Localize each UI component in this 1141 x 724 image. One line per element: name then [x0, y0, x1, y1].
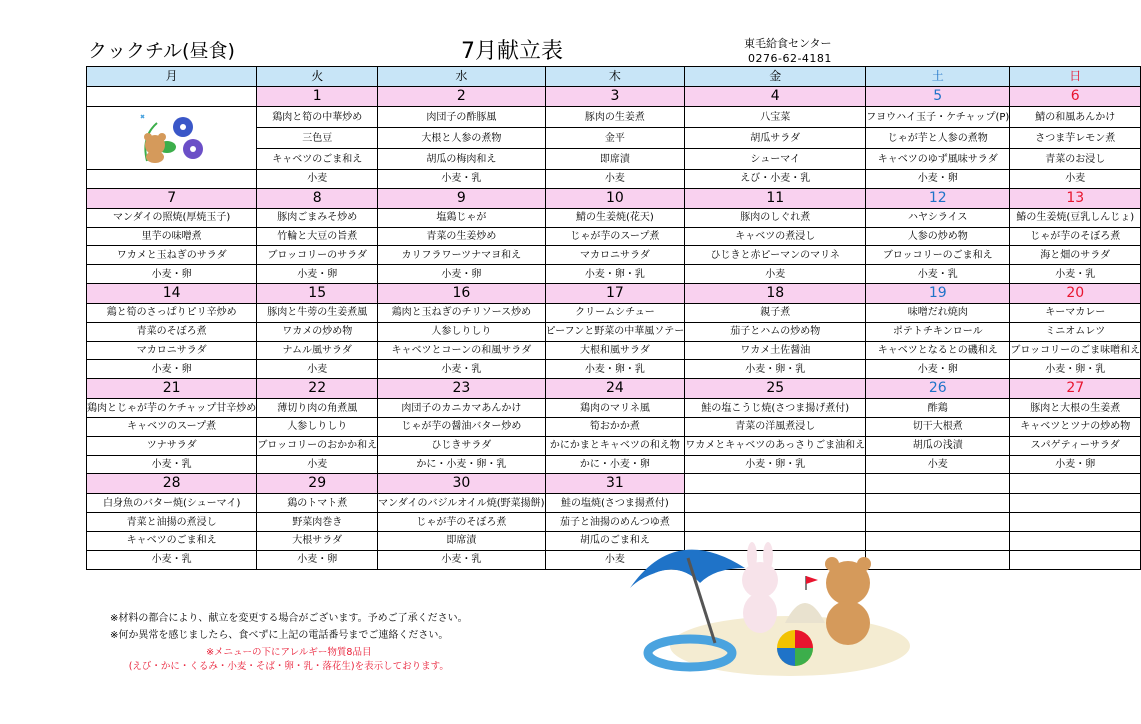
date-cell: 1	[257, 87, 378, 107]
menu-cell: フヨウハイ玉子・ケチャップ(P)	[866, 107, 1010, 128]
menu-cell: 味噌だれ焼肉	[866, 303, 1010, 322]
menu-cell: 筍おかか煮	[545, 417, 685, 436]
menu-row	[87, 341, 1141, 360]
date-cell: 17	[545, 283, 685, 303]
menu-cell: 鶏と筍のさっぱりピリ辛炒め	[87, 303, 257, 322]
menu-cell: じゃが芋のそぼろ煮	[378, 513, 545, 532]
date-cell: 28	[87, 474, 257, 494]
date-row	[87, 474, 1141, 494]
date-row	[87, 283, 1141, 303]
menu-cell: キャベツの煮浸し	[685, 227, 866, 246]
menu-cell: じゃが芋の醤油バター炒め	[378, 417, 545, 436]
menu-cell: マンダイの照焼(厚焼玉子)	[87, 208, 257, 227]
sandcastle	[785, 603, 825, 623]
menu-cell: 鰆の生姜焼(豆乳しんじょ)	[1010, 208, 1141, 227]
menu-cell: 胡瓜の梅肉和え	[378, 149, 545, 170]
menu-cell: カリフラワーツナマヨ和え	[378, 246, 545, 265]
date-cell: 24	[545, 379, 685, 399]
menu-row	[87, 227, 1141, 246]
allergen-cell: 小麦・乳	[378, 550, 545, 569]
date-cell: 26	[866, 379, 1010, 399]
note-contact: ※何か異常を感じましたら、食べずに上記の電話番号までご連絡ください。	[110, 630, 449, 641]
page-title: 7月献立表	[461, 39, 563, 64]
menu-cell: ハヤシライス	[866, 208, 1010, 227]
date-cell	[87, 87, 257, 107]
date-cell: 11	[685, 188, 866, 208]
date-cell	[685, 474, 866, 494]
menu-cell: 里芋の味噌煮	[87, 227, 257, 246]
allergen-cell: 小麦・乳	[378, 170, 545, 189]
menu-cell: キャベツのスープ煮	[87, 417, 257, 436]
menu-cell: 塩鶏じゃが	[378, 208, 545, 227]
allergen-row	[87, 360, 1141, 379]
date-cell: 15	[257, 283, 378, 303]
menu-cell: 鶏肉と筍の中華炒め	[257, 107, 378, 128]
date-cell: 22	[257, 379, 378, 399]
menu-cell	[1010, 513, 1141, 532]
menu-cell: 親子煮	[685, 303, 866, 322]
menu-cell: ブロッコリーのサラダ	[257, 246, 378, 265]
menu-cell: ワカメの炒め物	[257, 322, 378, 341]
date-cell: 29	[257, 474, 378, 494]
menu-cell: 野菜肉巻き	[257, 513, 378, 532]
weekday-mon: 月	[87, 67, 257, 87]
menu-cell: ピーフンと野菜の中華風ソテー	[545, 322, 685, 341]
allergen-cell: 小麦・乳	[866, 265, 1010, 284]
menu-cell	[685, 494, 866, 513]
menu-cell: じゃが芋と人参の煮物	[866, 128, 1010, 149]
allergen-note-line2: (えび・かに・くるみ・小麦・そば・卵・乳・落花生)を表示しております。	[128, 661, 449, 672]
allergen-cell: 小麦・卵	[866, 360, 1010, 379]
menu-cell: 人参の炒め物	[866, 227, 1010, 246]
menu-cell: 鶏肉と玉ねぎのチリソース炒め	[378, 303, 545, 322]
menu-cell: マンダイのバジルオイル焼(野菜揚餅)	[378, 494, 545, 513]
beach-illustration	[610, 528, 910, 678]
allergen-cell: 小麦・卵・乳	[685, 360, 866, 379]
menu-cell: 豚肉と牛蒡の生姜煮風	[257, 303, 378, 322]
menu-cell: 鯖の生姜焼(花天)	[545, 208, 685, 227]
weekday-sat: 土	[866, 67, 1010, 87]
weekday-thu: 木	[545, 67, 685, 87]
menu-cell: 豚肉の生姜煮	[545, 107, 685, 128]
allergen-cell: 小麦・乳	[378, 360, 545, 379]
menu-title: クックチル(昼食)	[88, 40, 235, 62]
rabbit-ear-right	[763, 542, 773, 570]
allergen-cell: 小麦・乳	[87, 455, 257, 474]
rabbit-head	[742, 562, 778, 598]
allergen-cell	[87, 170, 257, 189]
menu-cell: シューマイ	[685, 149, 866, 170]
weekday-sun: 日	[1010, 67, 1141, 87]
menu-cell: ブロッコリーのごま和え	[866, 246, 1010, 265]
menu-row	[87, 436, 1141, 455]
menu-cell: 八宝菜	[685, 107, 866, 128]
date-row	[87, 188, 1141, 208]
menu-row	[87, 208, 1141, 227]
menu-cell: 肉団子の酢豚風	[378, 107, 545, 128]
menu-cell: ワカメと玉ねぎのサラダ	[87, 246, 257, 265]
menu-cell: ミニオムレツ	[1010, 322, 1141, 341]
menu-cell: 大根和風サラダ	[545, 341, 685, 360]
date-cell: 14	[87, 283, 257, 303]
menu-cell: 鶏肉とじゃが芋のケチャップ甘辛炒め	[87, 399, 257, 418]
menu-cell: 青菜の洋風煮浸し	[685, 417, 866, 436]
date-cell: 6	[1010, 87, 1141, 107]
menu-row	[87, 246, 1141, 265]
menu-cell: マカロニサラダ	[545, 246, 685, 265]
menu-cell: 即席漬	[378, 531, 545, 550]
menu-cell: 青菜と油揚の煮浸し	[87, 513, 257, 532]
date-row	[87, 87, 1141, 107]
date-cell: 18	[685, 283, 866, 303]
menu-cell: 胡瓜のごま和え	[545, 531, 685, 550]
menu-cell: 即席漬	[545, 149, 685, 170]
menu-cell	[866, 494, 1010, 513]
allergen-cell: 小麦・卵	[87, 265, 257, 284]
bear-ear-right	[857, 557, 871, 571]
date-row	[87, 379, 1141, 399]
date-cell: 19	[866, 283, 1010, 303]
allergen-cell: 小麦	[545, 550, 685, 569]
menu-cell: じゃが芋のスープ煮	[545, 227, 685, 246]
menu-cell	[1010, 494, 1141, 513]
phone-number: 0276-62-4181	[748, 52, 832, 65]
date-cell: 16	[378, 283, 545, 303]
allergen-cell: かに・小麦・卵	[545, 455, 685, 474]
bear-ear-left	[825, 557, 839, 571]
allergen-cell: 小麦・卵	[257, 550, 378, 569]
allergen-row	[87, 170, 1141, 189]
menu-cell: キャベツとツナの炒め物	[1010, 417, 1141, 436]
menu-row	[87, 399, 1141, 418]
menu-cell: 鶏肉のマリネ風	[545, 399, 685, 418]
weekday-header-row	[87, 67, 1141, 87]
menu-cell: スパゲティーサラダ	[1010, 436, 1141, 455]
date-cell: 23	[378, 379, 545, 399]
notes	[110, 610, 468, 674]
menu-cell: キャベツのゆず風味サラダ	[866, 149, 1010, 170]
menu-cell: ツナサラダ	[87, 436, 257, 455]
date-cell: 13	[1010, 188, 1141, 208]
menu-cell: じゃが芋のそぼろ煮	[1010, 227, 1141, 246]
bear-body	[826, 601, 870, 645]
date-cell: 30	[378, 474, 545, 494]
menu-cell: かにかまとキャベツの和え物	[545, 436, 685, 455]
menu-cell: 豚肉のしぐれ煮	[685, 208, 866, 227]
menu-cell: ワカメ土佐醤油	[685, 341, 866, 360]
menu-cell: 茄子とハムの炒め物	[685, 322, 866, 341]
morning-glory-icon	[127, 107, 217, 163]
allergen-cell: 小麦・卵	[87, 360, 257, 379]
menu-cell: マカロニサラダ	[87, 341, 257, 360]
menu-cell: 鮭の塩こうじ焼(さつま揚げ煮付)	[685, 399, 866, 418]
menu-cell	[1010, 531, 1141, 550]
allergen-cell: 小麦	[866, 455, 1010, 474]
menu-cell: キーマカレー	[1010, 303, 1141, 322]
weekday-tue: 火	[257, 67, 378, 87]
menu-calendar	[86, 66, 1141, 570]
date-cell	[1010, 474, 1141, 494]
menu-cell: 人参しりしり	[257, 417, 378, 436]
date-cell: 7	[87, 188, 257, 208]
allergen-cell: 小麦	[545, 170, 685, 189]
menu-cell: クリームシチュー	[545, 303, 685, 322]
menu-cell: 鶏のトマト煮	[257, 494, 378, 513]
allergen-cell: 小麦	[685, 265, 866, 284]
menu-cell: 切干大根煮	[866, 417, 1010, 436]
umbrella-icon	[630, 550, 745, 588]
date-cell: 10	[545, 188, 685, 208]
allergen-cell	[1010, 550, 1141, 569]
date-cell: 2	[378, 87, 545, 107]
date-cell: 9	[378, 188, 545, 208]
rabbit-ear-left	[747, 542, 757, 570]
center-info	[744, 36, 832, 66]
menu-cell: 青菜のそぼろ煮	[87, 322, 257, 341]
morning-glory-illustration-cell	[87, 107, 257, 170]
allergen-cell: 小麦・卵・乳	[685, 455, 866, 474]
menu-cell: キャベツのごま和え	[257, 149, 378, 170]
date-cell	[866, 474, 1010, 494]
menu-cell: 肉団子のカニカマあんかけ	[378, 399, 545, 418]
allergen-cell: 小麦・卵・乳	[545, 265, 685, 284]
allergen-note	[110, 646, 468, 674]
menu-cell: キャベツとなるとの磯和え	[866, 341, 1010, 360]
allergen-cell: 小麦・卵・乳	[1010, 360, 1141, 379]
date-cell: 5	[866, 87, 1010, 107]
menu-cell: キャベツとコーンの和風サラダ	[378, 341, 545, 360]
allergen-note-line1: ※メニューの下にアレルギー物質8品目	[206, 647, 372, 658]
weekday-fri: 金	[685, 67, 866, 87]
date-cell: 12	[866, 188, 1010, 208]
center-name: 東毛給食センター	[744, 37, 832, 50]
menu-cell: 金平	[545, 128, 685, 149]
menu-cell: ブロッコリーのごま味噌和え	[1010, 341, 1141, 360]
menu-row	[87, 107, 1141, 128]
date-cell: 4	[685, 87, 866, 107]
menu-cell: 青菜の生姜炒め	[378, 227, 545, 246]
date-cell: 20	[1010, 283, 1141, 303]
allergen-cell: 小麦・卵	[866, 170, 1010, 189]
menu-cell: 胡瓜の浅漬	[866, 436, 1010, 455]
allergen-cell: えび・小麦・乳	[685, 170, 866, 189]
menu-cell: ナムル風サラダ	[257, 341, 378, 360]
menu-cell: 胡瓜サラダ	[685, 128, 866, 149]
menu-cell: ひじきと赤ピーマンのマリネ	[685, 246, 866, 265]
allergen-cell: 小麦	[257, 360, 378, 379]
allergen-cell: かに・小麦・卵・乳	[378, 455, 545, 474]
menu-cell: 薄切り肉の角煮風	[257, 399, 378, 418]
menu-cell: 三色豆	[257, 128, 378, 149]
date-cell: 21	[87, 379, 257, 399]
menu-row	[87, 417, 1141, 436]
menu-cell: 人参しりしり	[378, 322, 545, 341]
menu-cell: 鯖の和風あんかけ	[1010, 107, 1141, 128]
allergen-row	[87, 265, 1141, 284]
menu-cell: 大根サラダ	[257, 531, 378, 550]
menu-cell: ひじきサラダ	[378, 436, 545, 455]
menu-cell: 酢鶏	[866, 399, 1010, 418]
calendar-body	[87, 67, 1141, 570]
allergen-cell: 小麦・卵	[1010, 455, 1141, 474]
allergen-cell: 小麦	[1010, 170, 1141, 189]
weekday-wed: 水	[378, 67, 545, 87]
allergen-cell: 小麦・卵	[378, 265, 545, 284]
allergen-cell: 小麦・卵・乳	[545, 360, 685, 379]
menu-cell: 豚肉と大根の生姜煮	[1010, 399, 1141, 418]
menu-row	[87, 494, 1141, 513]
date-cell: 31	[545, 474, 685, 494]
allergen-cell: 小麦・乳	[87, 550, 257, 569]
menu-cell: 青菜のお浸し	[1010, 149, 1141, 170]
flag-icon	[806, 576, 818, 584]
date-cell: 8	[257, 188, 378, 208]
menu-cell: ポテトチキンロール	[866, 322, 1010, 341]
menu-cell: さつま芋レモン煮	[1010, 128, 1141, 149]
rabbit-body	[743, 593, 777, 633]
allergen-cell: 小麦・卵	[257, 265, 378, 284]
menu-cell: 豚肉ごまみそ炒め	[257, 208, 378, 227]
menu-cell: ワカメとキャベツのあっさりごま油和え	[685, 436, 866, 455]
date-cell: 25	[685, 379, 866, 399]
menu-cell: 白身魚のバター焼(シューマイ)	[87, 494, 257, 513]
date-cell: 3	[545, 87, 685, 107]
menu-cell: ブロッコリーのおかか和え	[257, 436, 378, 455]
allergen-row	[87, 455, 1141, 474]
menu-cell: 大根と人参の煮物	[378, 128, 545, 149]
allergen-cell: 小麦	[257, 455, 378, 474]
menu-row	[87, 322, 1141, 341]
menu-row	[87, 303, 1141, 322]
allergen-cell: 小麦・乳	[1010, 265, 1141, 284]
date-cell: 27	[1010, 379, 1141, 399]
note-menu-change: ※材料の都合により、献立を変更する場合がございます。予めご了承ください。	[110, 613, 468, 624]
menu-cell: キャベツのごま和え	[87, 531, 257, 550]
menu-cell: 竹輪と大豆の旨煮	[257, 227, 378, 246]
menu-cell: 鮭の塩焼(さつま揚煮付)	[545, 494, 685, 513]
menu-cell: 茄子と油揚のめんつゆ煮	[545, 513, 685, 532]
allergen-cell: 小麦	[257, 170, 378, 189]
menu-cell: 海と畑のサラダ	[1010, 246, 1141, 265]
